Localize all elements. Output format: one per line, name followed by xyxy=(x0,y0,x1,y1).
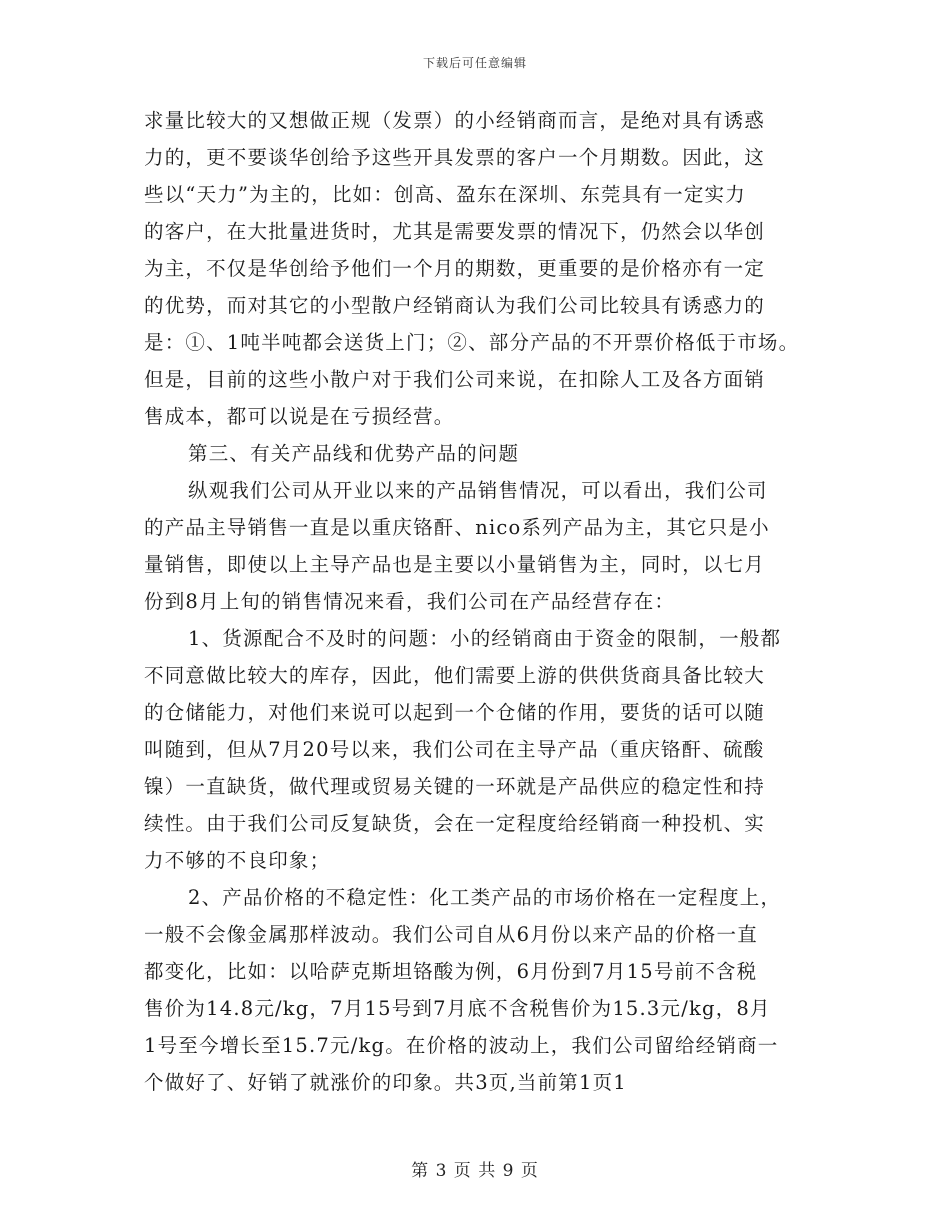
text-line: 1号至今增长至15.7元/kg。在价格的波动上，我们公司留给经销商一 xyxy=(144,1034,779,1057)
text-line: 为主，不仅是华创给予他们一个月的期数，更重要的是价格亦有一定 xyxy=(144,257,766,280)
text-line: 一般不会像金属那样波动。我们公司自从6月份以来产品的价格一直 xyxy=(144,923,758,946)
text-line: 个做好了、好销了就涨价的印象。共3页,当前第1页1 xyxy=(144,1071,627,1094)
text-line: 镍）一直缺货，做代理或贸易关键的一环就是产品供应的稳定性和持 xyxy=(144,775,766,798)
text-line: 求量比较大的又想做正规（发票）的小经销商而言，是绝对具有诱惑 xyxy=(144,109,766,132)
text-line: 2、产品价格的不稳定性：化工类产品的市场价格在一定程度上， xyxy=(188,886,782,909)
text-line: 的产品主导销售一直是以重庆铬酐、nico系列产品为主，其它只是小 xyxy=(144,516,770,539)
text-line: 的客户，在大批量进货时，尤其是需要发票的情况下，仍然会以华创 xyxy=(144,220,766,243)
text-line: 都变化，比如：以哈萨克斯坦铬酸为例，6月份到7月15号前不含税 xyxy=(144,960,758,983)
page-footer: 第 3 页 共 9 页 xyxy=(411,1161,539,1181)
text-line: 力的，更不要谈华创给予这些开具发票的客户一个月期数。因此，这 xyxy=(144,146,766,169)
page-header: 下载后可任意编辑 xyxy=(422,56,527,70)
text-line: 不同意做比较大的库存，因此，他们需要上游的供供货商具备比较大 xyxy=(144,664,766,687)
text-line: 续性。由于我们公司反复缺货，会在一定程度给经销商一种投机、实 xyxy=(144,812,766,835)
document-body xyxy=(144,102,824,1101)
text-line: 量销售，即使以上主导产品也是主要以小量销售为主，同时，以七月 xyxy=(144,553,766,576)
text-line: 是：①、1吨半吨都会送货上门；②、部分产品的不开票价格低于市场。 xyxy=(144,331,800,354)
text-line: 份到8月上旬的销售情况来看，我们公司在产品经营存在： xyxy=(144,590,676,613)
text-line: 1、货源配合不及时的问题：小的经销商由于资金的限制，一般都 xyxy=(188,627,782,650)
text-line: 的仓储能力，对他们来说可以起到一个仓储的作用，要货的话可以随 xyxy=(144,701,766,724)
text-line: 纵观我们公司从开业以来的产品销售情况，可以看出，我们公司 xyxy=(188,479,768,502)
text-line: 售成本，都可以说是在亏损经营。 xyxy=(144,405,455,428)
text-line: 售价为14.8元/kg，7月15号到7月底不含税售价为15.3元/kg，8月 xyxy=(144,997,771,1020)
text-line: 叫随到，但从7月20号以来，我们公司在主导产品（重庆铬酐、硫酸 xyxy=(144,738,765,761)
text-line: 但是，目前的这些小散户对于我们公司来说，在扣除人工及各方面销 xyxy=(144,368,766,391)
text-line: 些以“天力”为主的，比如：创高、盈东在深圳、东莞具有一定实力 xyxy=(144,183,746,206)
text-line: 的优势，而对其它的小型散户经销商认为我们公司比较具有诱惑力的 xyxy=(144,294,766,317)
text-line: 第三、有关产品线和优势产品的问题 xyxy=(188,442,520,465)
text-line: 力不够的不良印象； xyxy=(144,849,331,872)
